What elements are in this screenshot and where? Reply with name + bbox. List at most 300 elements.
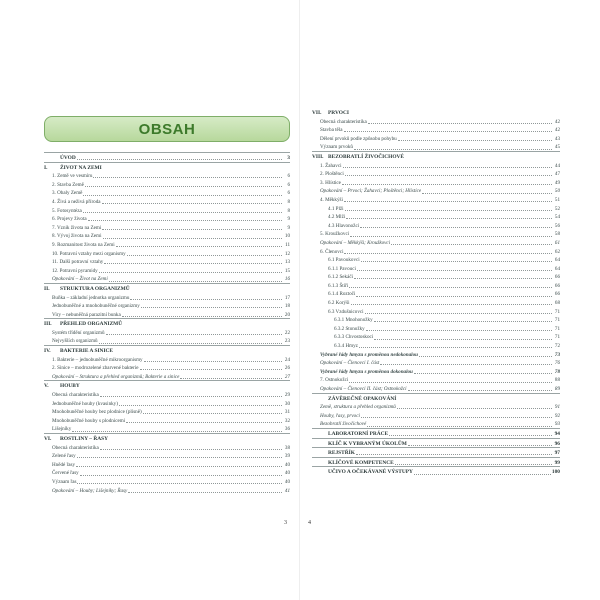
toc-entry[interactable]: [44, 310, 290, 319]
toc-entry-title: KLÍČOVÉ KOMPETENCE: [328, 459, 394, 466]
toc-entry-page: 100: [551, 469, 560, 476]
toc-entry[interactable]: [312, 169, 560, 178]
toc-leader-dots: [350, 236, 552, 237]
toc-entry-page: 66: [554, 291, 560, 298]
toc-entry-page: 61: [554, 239, 560, 246]
toc-entry[interactable]: [312, 402, 560, 411]
toc-entry[interactable]: [44, 293, 290, 302]
toc-leader-dots: [144, 361, 282, 362]
toc-leader-dots: [109, 281, 282, 282]
toc-entry-page: 68: [554, 300, 560, 307]
toc-entry-page: 41: [284, 487, 290, 494]
toc-leader-dots: [351, 304, 552, 305]
toc-entry-title: 5. Kroužkovci: [320, 231, 350, 238]
toc-entry[interactable]: [44, 380, 290, 390]
toc-entry[interactable]: [312, 466, 560, 476]
toc-entry[interactable]: [44, 206, 290, 215]
toc-entry-title: 6.2 Korýši: [328, 300, 350, 307]
toc-entry-title: Bezobratlí živočichové: [320, 421, 367, 428]
toc-leader-dots: [140, 369, 282, 370]
toc-leader-dots: [361, 261, 552, 262]
toc-entry-title: Opakování – Houby; Lišejníky; Řasy: [52, 487, 128, 494]
toc-entry[interactable]: [44, 214, 290, 223]
toc-entry-title: BAKTERIE A SINICE: [60, 348, 114, 355]
toc-entry-page: 64: [554, 257, 560, 264]
toc-leader-dots: [93, 177, 282, 178]
toc-entry-page: 94: [554, 430, 560, 437]
toc-leader-dots: [349, 287, 552, 288]
toc-leader-dots: [128, 492, 282, 493]
toc-entry[interactable]: [44, 328, 290, 337]
toc-leader-dots: [130, 299, 282, 300]
toc-entry[interactable]: [44, 162, 290, 172]
toc-entry-title: Mnohobuněčné houby bez plodnice (plísně): [52, 409, 142, 416]
toc-leader-dots: [366, 330, 552, 331]
toc-leader-dots: [374, 339, 552, 340]
toc-entry-title: 6.3.3 Chvostoskoci: [334, 334, 374, 341]
toc-entry[interactable]: [312, 108, 560, 117]
toc-entry-page: 18: [284, 303, 290, 310]
toc-entry-page: 44: [554, 162, 560, 169]
toc-entry-page: 73: [554, 351, 560, 358]
toc-leader-dots: [414, 373, 552, 374]
toc-leader-dots: [119, 405, 282, 406]
toc-entry-title: Systém třídění organizmů: [52, 329, 105, 336]
toc-entry[interactable]: [312, 332, 560, 341]
toc-entry[interactable]: [312, 281, 560, 290]
toc-entry-title: 4.3 Hlavonožci: [328, 222, 360, 229]
toc-entry[interactable]: [44, 416, 290, 425]
toc-leader-dots: [344, 201, 552, 202]
toc-entry[interactable]: [312, 186, 560, 195]
toc-entry[interactable]: [44, 266, 290, 275]
toc-entry-title: 3. Obaly Země: [52, 190, 83, 197]
toc-entry-page: 76: [554, 360, 560, 367]
toc-entry-title: Vybrané řády hmyzu s proměnou dokonalou: [320, 368, 413, 375]
toc-entry[interactable]: [44, 223, 290, 232]
toc-entry-page: 30: [284, 400, 290, 407]
toc-entry-title: PŘEHLED ORGANIZMŮ: [60, 321, 123, 328]
toc-entry-title: Hnědé řasy: [52, 461, 76, 468]
toc-title-box: [44, 116, 290, 142]
toc-entry-page: 50: [554, 188, 560, 195]
toc-entry[interactable]: [44, 424, 290, 433]
toc-entry[interactable]: [312, 447, 560, 457]
toc-entry[interactable]: [312, 411, 560, 420]
toc-entry-title: 5. Fotosyntéza: [52, 207, 82, 214]
toc-entry-title: Obecná charakteristika: [52, 392, 99, 399]
toc-leader-dots: [422, 193, 552, 194]
toc-leader-dots: [354, 149, 552, 150]
toc-entry-page: 49: [554, 179, 560, 186]
toc-entry[interactable]: [312, 298, 560, 307]
toc-entry[interactable]: [312, 125, 560, 134]
toc-entry[interactable]: [312, 134, 560, 143]
toc-entry-number: III.: [44, 321, 52, 328]
toc-entry-page: 20: [284, 311, 290, 318]
toc-entry-title: 4. Měkkýši: [320, 196, 343, 203]
toc-entry-page: 71: [554, 308, 560, 315]
toc-entry[interactable]: [44, 460, 290, 469]
toc-entry-page: 66: [554, 274, 560, 281]
toc-entry-page: 13: [284, 259, 290, 266]
toc-entry-title: 6. Členovci: [320, 248, 344, 255]
toc-entry[interactable]: [44, 257, 290, 266]
toc-entry-page: 6: [287, 181, 290, 188]
toc-entry[interactable]: [312, 212, 560, 221]
toc-entry-title: Dělení prvoků podle způsobu pohybu: [320, 135, 397, 142]
toc-entry[interactable]: [44, 283, 290, 293]
toc-entry[interactable]: [312, 393, 560, 403]
toc-leader-dots: [83, 195, 282, 196]
toc-entry[interactable]: [44, 372, 290, 381]
toc-entry-title: PRVOCI: [328, 110, 349, 116]
toc-entry[interactable]: [44, 399, 290, 408]
toc-leader-dots: [80, 475, 282, 476]
toc-leader-dots: [349, 382, 552, 383]
toc-entry-page: 3: [287, 155, 290, 161]
toc-entry[interactable]: [44, 301, 290, 310]
toc-entry[interactable]: [44, 197, 290, 206]
toc-entry-page: 12: [284, 250, 290, 257]
toc-entry-title: 1. Bakterie – jednobuněčné mikroorganismy: [52, 356, 143, 363]
toc-entry[interactable]: [312, 457, 560, 467]
toc-entry[interactable]: [44, 171, 290, 180]
toc-entry-title: BEZOBRATLÍ ŽIVOČICHOVÉ: [328, 153, 405, 160]
toc-entry[interactable]: [44, 345, 290, 355]
toc-entry-page: 54: [554, 214, 560, 221]
toc-entry[interactable]: [312, 178, 560, 187]
toc-entry-title: Jednobuněčné houby (kvasinky): [52, 400, 118, 407]
toc-entry-title: Stavba těla: [320, 127, 343, 134]
page-number-right: 4: [308, 520, 311, 526]
toc-leader-dots: [126, 422, 282, 423]
toc-leader-dots: [77, 457, 282, 458]
toc-entry-title: 6.1 Pavoukovci: [328, 257, 360, 264]
toc-leader-dots: [354, 278, 552, 279]
toc-leader-dots: [346, 218, 552, 219]
toc-leader-dots: [408, 445, 552, 446]
toc-entry-title: 6.3.1 Mnohonožky: [334, 317, 373, 324]
toc-entry-page: 52: [554, 205, 560, 212]
toc-entry[interactable]: [312, 247, 560, 256]
toc-entry-title: 7. Vznik života na Zemi: [52, 224, 102, 231]
toc-entry-title: 9. Rozmanitost života na Zemi: [52, 241, 115, 248]
toc-entry[interactable]: [312, 272, 560, 281]
toc-entry-page: 11: [285, 241, 290, 248]
toc-entry[interactable]: [312, 438, 560, 448]
toc-leader-dots: [419, 356, 552, 357]
toc-entry[interactable]: [44, 180, 290, 189]
toc-entry-title: 2. Sinice – modrozelené zbarvené bakterie: [52, 365, 139, 372]
toc-entry-page: 88: [554, 377, 560, 384]
toc-entry[interactable]: [44, 468, 290, 477]
toc-entry-title: Jednobuněčné a mnohobuněčné organizmy: [52, 303, 140, 310]
toc-leader-dots: [127, 255, 282, 256]
toc-leader-dots: [343, 167, 553, 168]
toc-leader-dots: [77, 483, 282, 484]
toc-entry[interactable]: [312, 255, 560, 264]
toc-entry-page: 8: [287, 207, 290, 214]
toc-entry[interactable]: [44, 318, 290, 328]
toc-entry-title: Lišejníky: [52, 426, 72, 433]
toc-entry[interactable]: [312, 221, 560, 230]
toc-entry-title: 6.3.2 Stonožky: [334, 325, 365, 332]
toc-entry-number: VII.: [312, 110, 322, 116]
toc-entry-page: 17: [284, 294, 290, 301]
toc-entry-title: 6.3.4 Hmyz: [334, 343, 358, 350]
toc-entry[interactable]: [312, 289, 560, 298]
toc-entry[interactable]: [312, 229, 560, 238]
toc-entry-page: 40: [284, 470, 290, 477]
toc-entry[interactable]: [44, 240, 290, 249]
toc-leader-dots: [397, 408, 552, 409]
toc-leader-dots: [122, 316, 282, 317]
toc-leader-dots: [72, 431, 282, 432]
toc-leader-dots: [391, 244, 552, 245]
toc-leader-dots: [104, 263, 282, 264]
toc-leader-dots: [389, 435, 552, 436]
toc-entry-page: 26: [284, 365, 290, 372]
toc-entry-title: 1. Země ve vesmíru: [52, 173, 93, 180]
toc-entry[interactable]: [312, 142, 560, 151]
toc-entry-title: UČIVO A OČEKÁVANÉ VÝSTUPY: [328, 469, 413, 476]
toc-leader-dots: [76, 466, 282, 467]
toc-entry-title: 6.3 Vzdušnicovci: [328, 308, 364, 315]
toc-entry-page: 6: [287, 190, 290, 197]
toc-entry[interactable]: [312, 367, 560, 376]
toc-entry-page: 10: [284, 233, 290, 240]
toc-entry-title: ÚVOD: [60, 155, 76, 161]
toc-leader-dots: [356, 296, 552, 297]
toc-entry[interactable]: [44, 407, 290, 416]
toc-entry-page: 42: [554, 118, 560, 125]
toc-entry-title: Obecná charakteristika: [320, 118, 367, 125]
toc-entry-page: 92: [554, 412, 560, 419]
toc-entry[interactable]: [44, 477, 290, 486]
toc-leader-dots: [99, 272, 282, 273]
toc-entry[interactable]: [44, 152, 290, 162]
toc-entry-title: Opakování – Členovci II. část; Ostnokožci: [320, 386, 407, 392]
toc-entry[interactable]: [44, 390, 290, 399]
toc-entry-page: 29: [284, 392, 290, 399]
toc-entry-title: Opakování – Členovci I. část: [320, 360, 380, 367]
toc-entry-page: 6: [287, 173, 290, 180]
toc-entry[interactable]: [312, 307, 560, 316]
toc-left: [44, 152, 290, 494]
toc-leader-dots: [77, 159, 282, 160]
toc-entry-title: 3. Hlístice: [320, 179, 341, 186]
toc-entry-number: II.: [44, 285, 50, 292]
toc-entry[interactable]: [312, 375, 560, 384]
toc-leader-dots: [361, 417, 552, 418]
toc-entry-page: 89: [554, 386, 560, 392]
toc-leader-dots: [83, 212, 282, 213]
toc-entry-number: VI.: [44, 436, 52, 442]
toc-entry-page: 15: [284, 267, 290, 274]
toc-entry-page: 71: [554, 317, 560, 324]
toc-entry-title: 2. Stavba Země: [52, 181, 84, 188]
toc-entry-title: 12. Potravní pyramidy: [52, 267, 98, 274]
toc-entry[interactable]: [44, 274, 290, 283]
toc-entry-page: 51: [554, 196, 560, 203]
toc-entry[interactable]: [312, 384, 560, 393]
toc-leader-dots: [100, 396, 282, 397]
toc-entry[interactable]: [312, 419, 560, 428]
toc-leader-dots: [344, 253, 552, 254]
toc-leader-dots: [88, 220, 282, 221]
toc-leader-dots: [102, 229, 282, 230]
toc-leader-dots: [103, 238, 282, 239]
toc-entry[interactable]: [44, 433, 290, 443]
toc-leader-dots: [374, 321, 552, 322]
toc-entry[interactable]: [312, 428, 560, 438]
toc-entry-title: STRUKTURA ORGANIZMŮ: [60, 285, 130, 292]
toc-leader-dots: [100, 449, 282, 450]
toc-entry-page: 93: [554, 421, 560, 428]
toc-leader-dots: [143, 413, 282, 414]
toc-leader-dots: [414, 474, 551, 475]
toc-entry[interactable]: [44, 355, 290, 364]
toc-entry-page: 9: [287, 216, 290, 223]
toc-entry[interactable]: [312, 350, 560, 359]
toc-entry-title: 6.1.4 Roztoči: [328, 291, 356, 298]
toc-entry-title: 4.1 Plži: [328, 205, 344, 212]
toc-entry-title: 6.1.1 Pavouci: [328, 265, 356, 272]
toc-entry-page: 38: [284, 444, 290, 451]
toc-entry[interactable]: [312, 341, 560, 350]
toc-title: OBSAH: [138, 120, 196, 138]
toc-entry-title: Viry – nebuněčná parazitní bunka: [52, 311, 121, 318]
toc-leader-dots: [141, 307, 282, 308]
toc-entry-page: 23: [284, 338, 290, 345]
toc-entry-page: 27: [284, 373, 290, 380]
toc-entry[interactable]: [44, 188, 290, 197]
toc-entry-title: Červené řasy: [52, 470, 79, 477]
toc-entry-page: 36: [284, 426, 290, 433]
toc-entry-page: 71: [554, 325, 560, 332]
toc-entry[interactable]: [312, 117, 560, 126]
toc-entry-title: Nejvyšších organizmů: [52, 338, 98, 345]
toc-entry-page: 91: [554, 404, 560, 411]
toc-entry[interactable]: [44, 249, 290, 258]
toc-entry-title: 8. Vývoj života na Zemi: [52, 233, 102, 240]
toc-leader-dots: [116, 246, 282, 247]
toc-leader-dots: [345, 210, 552, 211]
toc-entry-number: V.: [44, 383, 49, 390]
toc-entry-title: Houby, řasy, prvoci: [320, 412, 360, 419]
toc-entry-page: 64: [554, 265, 560, 272]
toc-entry-title: Vybrané řády hmyzu s proměnou nedokonalou: [320, 351, 418, 358]
toc-entry-title: Opakování – Prvoci; Žahavci; Ploštěnci; Hlístice: [320, 188, 422, 195]
toc-entry-title: Opakování – Život na Zemi: [52, 276, 108, 283]
toc-entry-title: 7. Ostnokožci: [320, 377, 349, 384]
toc-entry-title: Obecná charakteristika: [52, 444, 99, 451]
toc-entry[interactable]: [312, 324, 560, 333]
toc-leader-dots: [408, 390, 552, 391]
toc-entry-page: 43: [554, 135, 560, 142]
toc-entry-title: Význam řas: [52, 478, 77, 485]
toc-entry-title: Mnohobuněčné houby s plodnicemi: [52, 417, 126, 424]
toc-leader-dots: [344, 131, 553, 132]
toc-entry-title: ROSTLINY – ŘASY: [60, 436, 109, 442]
toc-leader-dots: [398, 140, 552, 141]
toc-entry-number: IV.: [44, 348, 51, 355]
toc-entry-title: ZÁVĚREČNÉ OPAKOVÁNÍ: [328, 395, 397, 402]
toc-entry-page: 72: [554, 343, 560, 350]
toc-entry[interactable]: [44, 231, 290, 240]
toc-entry-title: LABORATORNÍ PRÁCE: [328, 430, 389, 437]
toc-entry-page: 40: [284, 461, 290, 468]
toc-entry[interactable]: [44, 363, 290, 372]
toc-entry-title: Zelené řasy: [52, 453, 76, 460]
toc-leader-dots: [359, 347, 552, 348]
toc-entry[interactable]: [312, 151, 560, 161]
toc-entry-page: 24: [284, 356, 290, 363]
toc-leader-dots: [356, 454, 552, 455]
toc-entry[interactable]: [44, 451, 290, 460]
toc-entry-title: 1. Žahavci: [320, 162, 342, 169]
toc-leader-dots: [85, 186, 282, 187]
toc-entry-title: 4.2 Mlži: [328, 214, 346, 221]
toc-entry[interactable]: [44, 336, 290, 345]
toc-entry[interactable]: [44, 486, 290, 495]
toc-leader-dots: [99, 343, 282, 344]
toc-leader-dots: [345, 175, 552, 176]
toc-entry-page: 71: [554, 334, 560, 341]
toc-entry-number: I.: [44, 164, 48, 171]
toc-entry[interactable]: [44, 443, 290, 452]
toc-leader-dots: [102, 203, 282, 204]
page-number-left: 3: [284, 520, 287, 526]
toc-entry-title: KLÍČ K VYBRANÝM ÚKOLŮM: [328, 440, 407, 447]
toc-entry-title: Opakování – Struktura a přehled organizmů; Bakterie a sinice: [52, 373, 180, 380]
toc-entry-title: 2. Ploštěnci: [320, 171, 344, 178]
toc-entry[interactable]: [312, 315, 560, 324]
toc-leader-dots: [342, 184, 552, 185]
toc-entry-page: 47: [554, 171, 560, 178]
toc-entry-page: 97: [554, 450, 560, 457]
toc-entry-title: REJSTŘÍK: [328, 450, 355, 457]
toc-entry[interactable]: [312, 358, 560, 367]
toc-entry-page: 62: [554, 248, 560, 255]
toc-entry-page: 56: [554, 222, 560, 229]
toc-entry-page: 99: [554, 459, 560, 466]
toc-leader-dots: [180, 378, 282, 379]
toc-entry[interactable]: [312, 264, 560, 273]
toc-entry[interactable]: [312, 204, 560, 213]
toc-entry-page: 58: [554, 231, 560, 238]
toc-entry-page: 42: [554, 127, 560, 134]
toc-entry-page: 78: [554, 368, 560, 375]
toc-entry-page: 31: [284, 409, 290, 416]
toc-entry-page: 32: [284, 417, 290, 424]
toc-leader-dots: [365, 313, 552, 314]
toc-entry[interactable]: [312, 195, 560, 204]
toc-leader-dots: [380, 364, 552, 365]
toc-entry-title: 10. Potravní vztahy mezi organismy: [52, 250, 126, 257]
toc-entry[interactable]: [312, 238, 560, 247]
toc-entry-page: 8: [287, 198, 290, 205]
toc-entry-title: 6.1.3 Štíři: [328, 282, 349, 289]
toc-leader-dots: [367, 426, 552, 427]
toc-entry-page: 9: [287, 224, 290, 231]
toc-entry-title: Význam prvoků: [320, 144, 353, 151]
toc-entry-title: Buňka – základní jednotka organizmu: [52, 294, 130, 301]
toc-entry-page: 16: [284, 276, 290, 283]
toc-entry[interactable]: [312, 161, 560, 170]
toc-leader-dots: [106, 334, 282, 335]
